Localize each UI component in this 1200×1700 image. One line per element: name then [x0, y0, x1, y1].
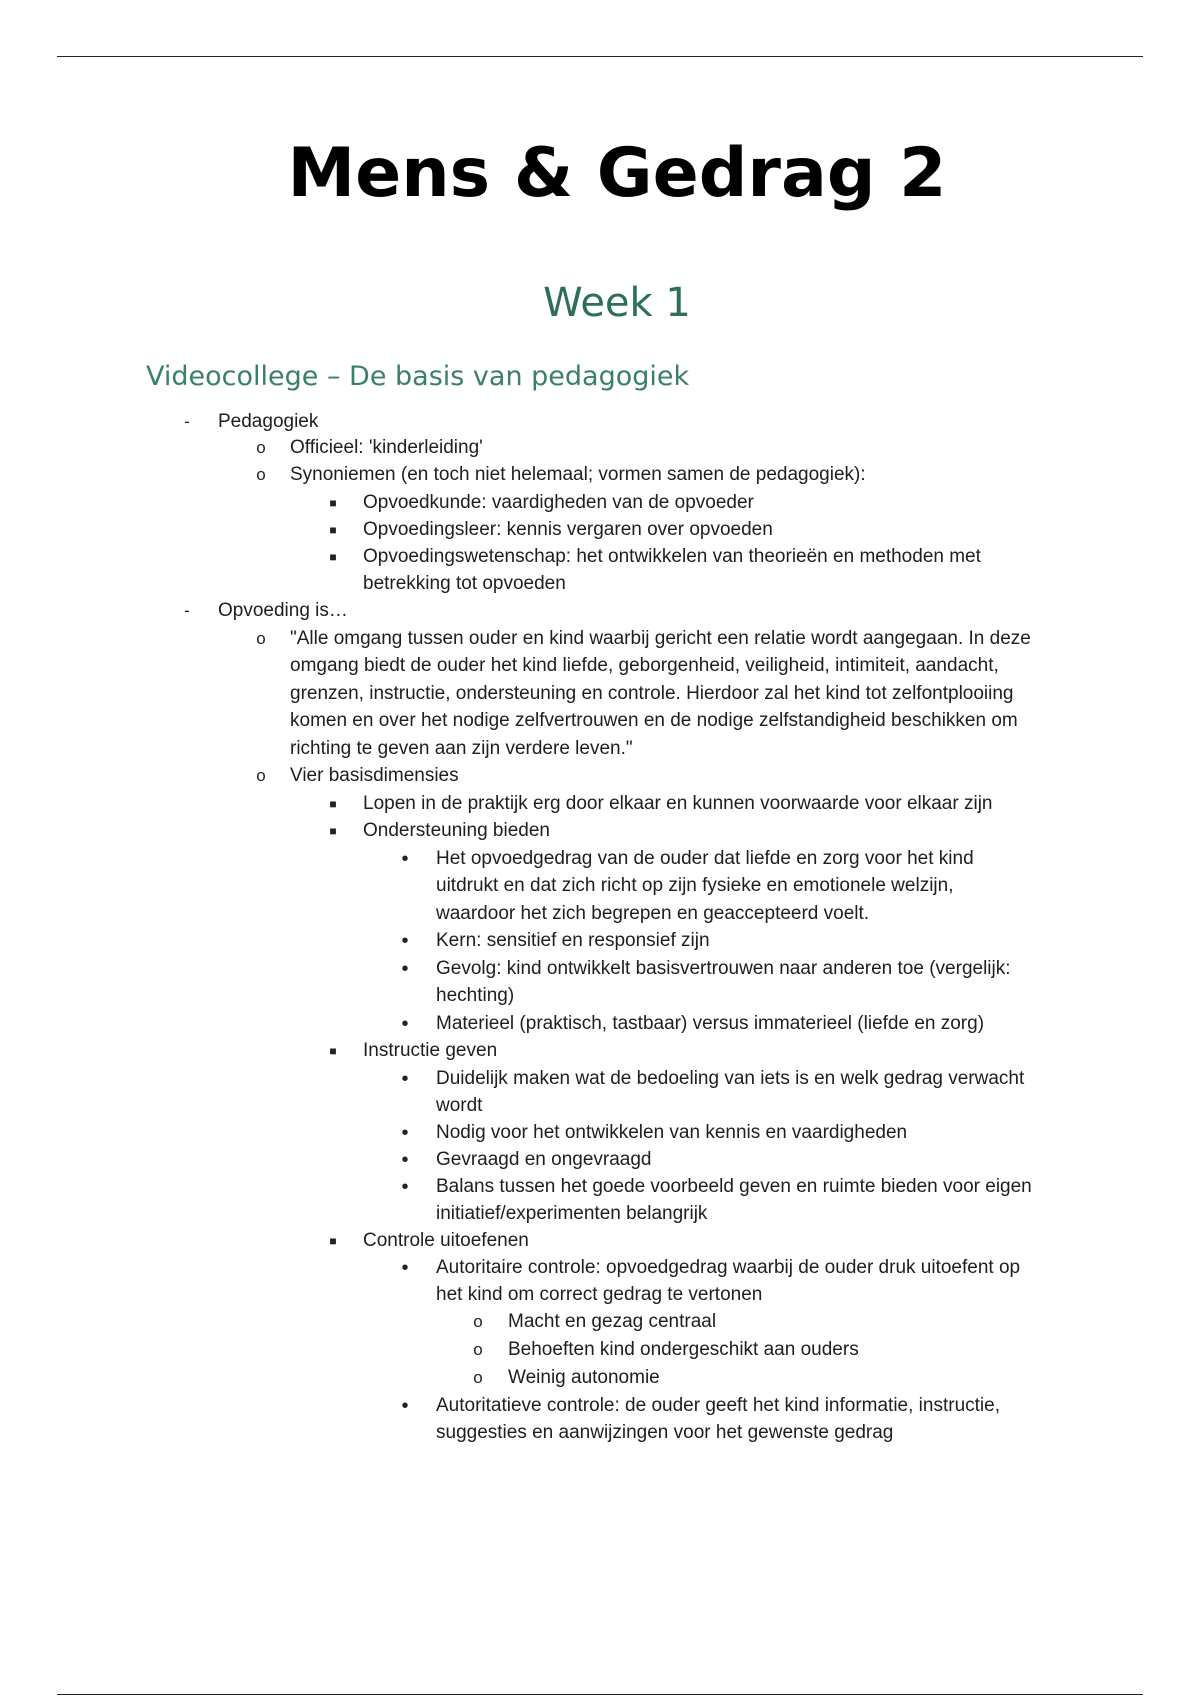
- dot-bullet-icon: •: [401, 1176, 409, 1198]
- square-bullet-icon: ■: [329, 824, 337, 838]
- list-item-text: Autoritatieve controle: de ouder geeft het kind informatie, instructie,: [436, 1395, 1000, 1416]
- list-item-text: Vier basisdimensies: [290, 765, 459, 786]
- dot-bullet-icon: •: [401, 1257, 409, 1279]
- list-item-text: Nodig voor het ontwikkelen van kennis en vaardigheden: [436, 1122, 908, 1143]
- circle-bullet-icon: o: [473, 1340, 483, 1359]
- list-item-text: Opvoedingswetenschap: het ontwikkelen van theorieën en methoden met: [363, 546, 981, 567]
- list-item-text: komen en over het nodige zelfvertrouwen en de nodige zelfstandigheid beschikken om: [290, 710, 1018, 731]
- list-item-text: richting te geven aan zijn verdere leven.": [290, 738, 633, 759]
- list-item-text: betrekking tot opvoeden: [363, 573, 566, 594]
- list-item-text: Weinig autonomie: [508, 1367, 660, 1388]
- list-item-text: Behoeften kind ondergeschikt aan ouders: [508, 1339, 859, 1360]
- list-item-text: Gevolg: kind ontwikkelt basisvertrouwen naar anderen toe (vergelijk:: [436, 958, 1011, 979]
- list-item-text: Kern: sensitief en responsief zijn: [436, 930, 710, 951]
- dot-bullet-icon: •: [401, 1068, 409, 1090]
- circle-bullet-icon: o: [256, 465, 266, 484]
- list-item-text: uitdrukt en dat zich richt op zijn fysieke en emotionele welzijn,: [436, 875, 954, 896]
- dot-bullet-icon: •: [401, 1122, 409, 1144]
- section-heading: Videocollege – De basis van pedagogiek: [146, 361, 690, 392]
- document-title: Mens & Gedrag 2: [287, 134, 947, 213]
- list-item-text: Duidelijk maken wat de bedoeling van iets is en welk gedrag verwacht: [436, 1068, 1025, 1089]
- list-item-text: Autoritaire controle: opvoedgedrag waarbij de ouder druk uitoefent op: [436, 1257, 1021, 1278]
- dot-bullet-icon: •: [401, 848, 409, 870]
- list-item-text: Macht en gezag centraal: [508, 1311, 717, 1332]
- square-bullet-icon: ■: [329, 523, 337, 537]
- circle-bullet-icon: o: [256, 629, 266, 648]
- dot-bullet-icon: •: [401, 958, 409, 980]
- list-item-text: Synoniemen (en toch niet helemaal; vormen samen de pedagogiek):: [290, 464, 866, 485]
- square-bullet-icon: ■: [329, 797, 337, 811]
- circle-bullet-icon: o: [473, 1368, 483, 1387]
- list-item-text: "Alle omgang tussen ouder en kind waarbij gericht een relatie wordt aangegaan. In deze: [290, 628, 1031, 649]
- list-item-text: Materieel (praktisch, tastbaar) versus immaterieel (liefde en zorg): [436, 1013, 985, 1034]
- circle-bullet-icon: o: [473, 1312, 483, 1331]
- list-item-text: waardoor het zich begrepen en geaccepteerd voelt.: [436, 903, 870, 924]
- top-rule: [57, 56, 1143, 57]
- bottom-rule: [57, 1694, 1143, 1695]
- list-item-text: suggesties en aanwijzingen voor het gewenste gedrag: [436, 1422, 894, 1443]
- list-item-text: Instructie geven: [363, 1040, 498, 1061]
- dot-bullet-icon: •: [401, 1013, 409, 1035]
- dash-bullet-icon: -: [184, 601, 190, 620]
- list-item-text: Opvoeding is…: [218, 600, 348, 621]
- list-item-text: Balans tussen het goede voorbeeld geven en ruimte bieden voor eigen: [436, 1176, 1032, 1197]
- list-item-text: Opvoedingsleer: kennis vergaren over opvoeden: [363, 519, 773, 540]
- list-item-text: Controle uitoefenen: [363, 1230, 529, 1251]
- square-bullet-icon: ■: [329, 496, 337, 510]
- list-item-text: hechting): [436, 985, 515, 1006]
- list-item-text: grenzen, instructie, ondersteuning en controle. Hierdoor zal het kind tot zelfontplooiing: [290, 683, 1014, 704]
- dot-bullet-icon: •: [401, 930, 409, 952]
- list-item-text: Gevraagd en ongevraagd: [436, 1149, 652, 1170]
- dot-bullet-icon: •: [401, 1149, 409, 1171]
- list-item-text: Lopen in de praktijk erg door elkaar en kunnen voorwaarde voor elkaar zijn: [363, 793, 993, 814]
- circle-bullet-icon: o: [256, 766, 266, 785]
- list-item-text: Ondersteuning bieden: [363, 820, 550, 841]
- square-bullet-icon: ■: [329, 1044, 337, 1058]
- week-heading: Week 1: [543, 280, 691, 326]
- dash-bullet-icon: -: [184, 412, 190, 431]
- square-bullet-icon: ■: [329, 550, 337, 564]
- list-item-text: Pedagogiek: [218, 411, 319, 432]
- list-item-text: omgang biedt de ouder het kind liefde, geborgenheid, veiligheid, intimiteit, aandacht,: [290, 655, 999, 676]
- list-item-text: wordt: [436, 1095, 483, 1116]
- dot-bullet-icon: •: [401, 1395, 409, 1417]
- list-item-text: Officieel: 'kinderleiding': [290, 437, 483, 458]
- list-item-text: Opvoedkunde: vaardigheden van de opvoeder: [363, 492, 754, 513]
- list-item-text: initiatief/experimenten belangrijk: [436, 1203, 708, 1224]
- square-bullet-icon: ■: [329, 1234, 337, 1248]
- list-item-text: Het opvoedgedrag van de ouder dat liefde en zorg voor het kind: [436, 848, 974, 869]
- list-item-text: het kind om correct gedrag te vertonen: [436, 1284, 763, 1305]
- circle-bullet-icon: o: [256, 438, 266, 457]
